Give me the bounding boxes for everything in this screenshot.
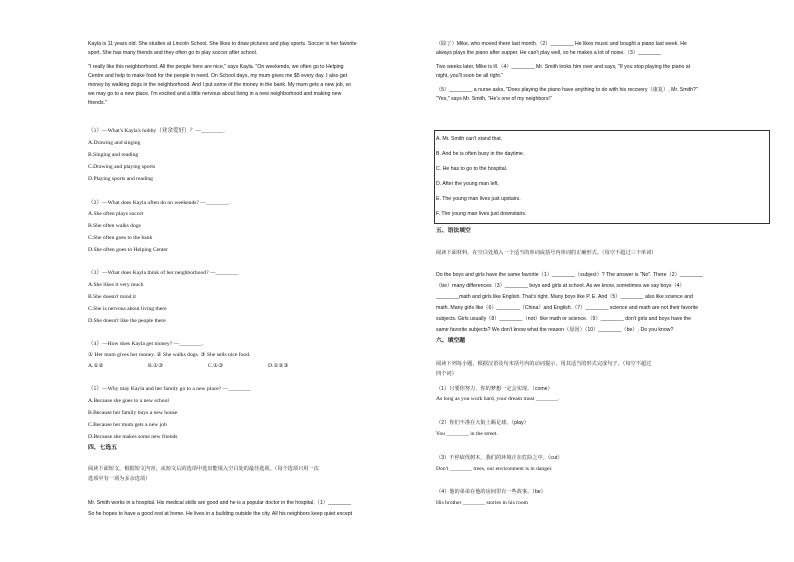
passage-line: we may go to a new place. I'm excited and a little nervous about living in a new neighborhood and making new xyxy=(88,91,342,97)
options-box xyxy=(434,130,770,224)
passage-line: money by walking dogs in the neighborhood. And I put some of the money in the bank. My mum gets a new job, so xyxy=(88,82,351,88)
option: D.She doesn't like the people there xyxy=(88,318,166,324)
passage-line: Kayla is 11 years old. She studies at Lincoln School. She likes to draw pictures and play sports. Soccer is her favorite xyxy=(88,41,357,47)
passage-line: So he hopes to have a good rest at home. He lives in a building outside the city. All his neighbors keep quiet except xyxy=(88,511,353,517)
question-items: ① Her mum gives her money. ② She walks dogs. ③ She sells nice food. xyxy=(88,352,251,358)
box-option: D. After the young man left, xyxy=(436,181,499,187)
instruction-line: 选项中有一项为多余选项） xyxy=(88,476,151,482)
grammar-en: You ________ in the street. xyxy=(436,431,498,437)
option: C.Because her mum gets a new job xyxy=(88,422,167,428)
question-stem: （4）—How does Kayla get money? —________. xyxy=(88,341,203,347)
box-option: B. And he is often busy in the daytime. xyxy=(436,151,525,157)
passage-line: ________math and girls like English. That's right. Many boys like P. E. And（5）________ also like science and xyxy=(436,294,693,300)
passage-line: night, you'll soon be all right." xyxy=(436,73,504,79)
passage-line: subjects. Girls usually（8）________（not）like math or science.（9）________ don't girls and boys have the xyxy=(436,316,692,322)
grammar-cn: （2）你们不准在大街上踢足球。（play） xyxy=(436,420,529,426)
option: D.Playing sports and reading xyxy=(88,176,153,182)
section-heading: 六、填空题 xyxy=(436,338,465,344)
option: A.①② xyxy=(88,363,104,369)
passage-line: same favorite subjects? We don't know what the reason（原因）（10）________（be）. Do you know? xyxy=(436,327,674,333)
passage-line: （be）many differences（3）________ boys and girls at school. As we know, sometimes we say boys（4） xyxy=(436,283,685,289)
instruction-line: 阅读下面材料，在空白处填入一个适当的单词或括号内单词的正确形式。（每空不超过三个单词） xyxy=(436,250,657,256)
option: A.Because she goes to a new school xyxy=(88,398,169,404)
passage-line: Do the boys and girls have the same favorite（1）________（subject）? The answer is "No". There（2）________ xyxy=(436,272,703,278)
question-stem: （1）—What's Kayla's hobby（业余爱好）？—________. xyxy=(88,128,225,134)
option: D.She often goes to Helping Center xyxy=(88,247,168,253)
option: A.Drawing and singing xyxy=(88,140,141,146)
passage-line: （除了）Mike, who moved there last month.（2）________ He likes music and bought a piano last week. He xyxy=(436,41,687,47)
box-option: A. Mr. Smith can't stand that. xyxy=(436,136,503,142)
passage-line: "I really like this neighborhood. All the people here are nice," says Kayla. "On weekends, we often go to Helping xyxy=(88,64,344,70)
passage-line: always plays the piano after supper. He can't play well, so he makes a lot of noise.（3）________ xyxy=(436,50,662,56)
option: C.She is nervous about living there xyxy=(88,306,167,312)
passage-line: Mr. Smith works in a hospital. His medical skills are good and he is a popular doctor in the hospital.（1）________ xyxy=(88,500,351,506)
grammar-en: His brother ________ stories in his room xyxy=(436,500,528,506)
grammar-en: Don't ________ trees, our environment is in danger. xyxy=(436,466,553,472)
question-stem: （3）—What does Kayla think of her neighborhood? —________ xyxy=(88,270,238,276)
grammar-cn: （1）只要你努力，你的梦想一定会实现。（come） xyxy=(436,386,553,392)
option: B.She doesn't mind it xyxy=(88,294,136,300)
instruction-line: 阅读下面短文，根据短文内容，从短文后的选项中选出能填入空白处的最佳选项。（每个选项只用一次 xyxy=(88,466,319,472)
question-stem: （5）—Why may Kayla and her family go to a new place? —________ xyxy=(88,386,251,392)
option: C.She often goes to the bank xyxy=(88,235,153,241)
passage-line: Two weeks later, Mike is ill.（4）________ Mr. Smith looks him over and says, "If you stop playing the piano at xyxy=(436,64,691,70)
passage-line: sport. She has many friends and they often go to play soccer after school. xyxy=(88,50,258,56)
instruction-line: 四个词） xyxy=(436,371,457,377)
passage-line: Centre and help to make food for the people in need. On School days, my mum gives me $5 every day. I also get xyxy=(88,73,348,79)
option: C.Drawing and playing sports xyxy=(88,164,156,170)
option: C.①③ xyxy=(208,363,224,369)
option: B.Singing and reading xyxy=(88,152,139,158)
option: D.①②③ xyxy=(268,363,289,369)
grammar-en: As long as you work hard, your dream must ________. xyxy=(436,396,560,402)
option: D.Because she makes some new friends xyxy=(88,434,178,440)
passage-line: "Yes," says Mr. Smith, "He's one of my neighbors!" xyxy=(436,96,552,102)
grammar-cn: （4）他的弟弟在他的房间里有一些故事。（be） xyxy=(436,489,546,495)
question-stem: （2）—What does Kayla often do on weekends? —________. xyxy=(88,200,230,206)
option: B.①③ xyxy=(148,363,164,369)
option: A.She likes it very much xyxy=(88,282,144,288)
passage-line: math. Many girls like（6）________（China）and English.（7）________ science and math are not their favorite xyxy=(436,305,699,311)
section-heading: 四、七选五 xyxy=(88,445,117,451)
section-heading: 五、语法填空 xyxy=(436,228,471,234)
instruction-line: 阅读下列每小题，根据汉语及句末括号内的动词提示，用其适当的形式完成句子。（每空不超过 xyxy=(436,361,652,367)
box-option: F. The young man lives just downstairs. xyxy=(436,211,527,217)
passage-line: （5）________ a nurse asks, "Does playing the piano have anything to do with his recovery（康复）, Mr. Smith?" xyxy=(436,87,698,93)
box-option: E. The young man lives just upstairs. xyxy=(436,196,521,202)
option: B.Because her family buys a new house xyxy=(88,410,178,416)
box-option: C. He has to go to the hospital. xyxy=(436,166,508,172)
passage-line: friends." xyxy=(88,100,107,106)
option: B.She often walks dogs xyxy=(88,223,141,229)
option: A.She often plays soccer xyxy=(88,211,144,217)
grammar-cn: （3）不停砍伐树木，我们的环境正在危险之中。（cut） xyxy=(436,455,563,461)
